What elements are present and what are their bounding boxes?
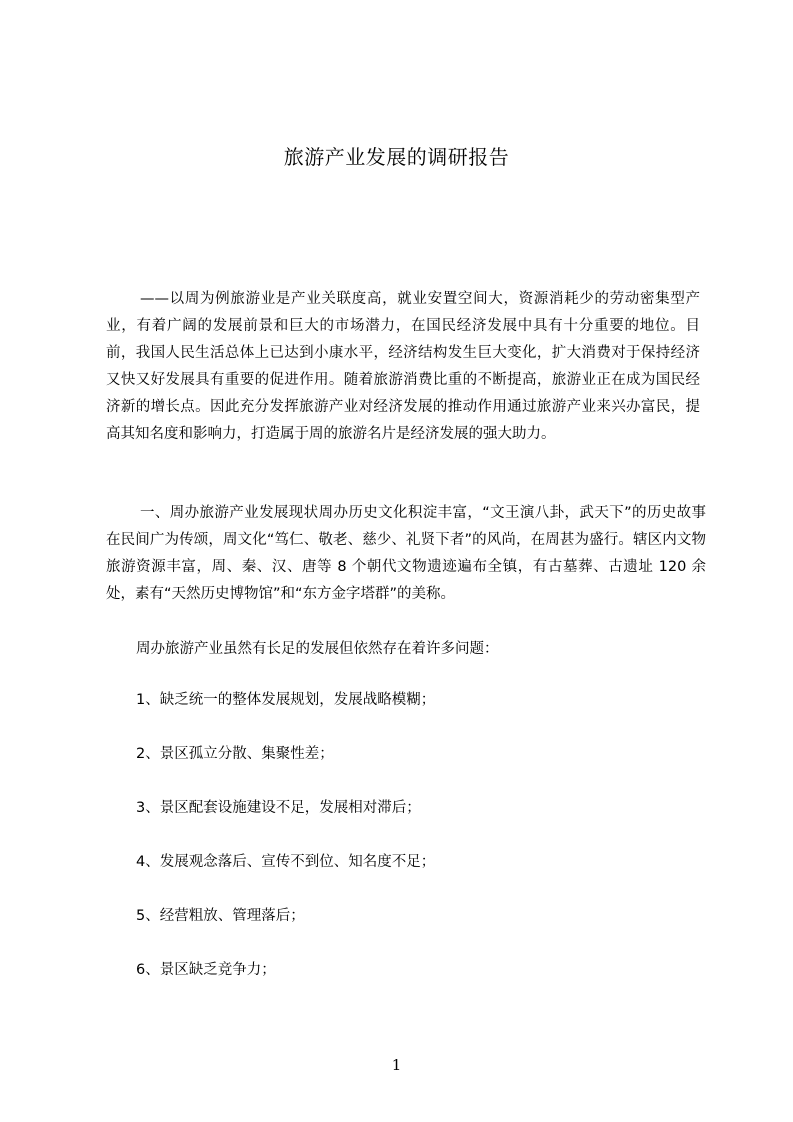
problems-lead: 周办旅游产业虽然有长足的发展但依然存在着许多问题：: [136, 641, 499, 657]
page-number: 1: [391, 1056, 402, 1074]
section-1-paragraph: 一、周办旅游产业发展现状周办历史文化积淀丰富，“文王演八卦，武天下”的历史故事在民间广为传颂，周文化“笃仁、敬老、慈少、礼贤下者”的风尚，在周甚为盛行。辖区内文物旅游资源丰富，周、秦、汉、唐等 8 个朝代文物遗迹遍布全镇，有古墓葬、古遗址 120 余处，素有“天然历史博物馆”和“东方金字塔群”的美称。: [106, 505, 706, 602]
list-item: 6、景区缺乏竞争力；: [136, 962, 276, 978]
list-item: 2、景区孤立分散、集聚性差；: [136, 746, 334, 762]
list-item: 1、缺乏统一的整体发展规划，发展战略模糊；: [136, 692, 436, 708]
list-item: 4、发展观念落后、宣传不到位、知名度不足；: [136, 854, 436, 870]
intro-paragraph: ——以周为例旅游业是产业关联度高，就业安置空间大，资源消耗少的劳动密集型产业，有着广阔的发展前景和巨大的市场潜力，在国民经济发展中具有十分重要的地位。目前，我国人民生活总体上已达到小康水平，经济结构发生巨大变化，扩大消费对于保持经济又快又好发展具有重要的促进作用。随着旅游消费比重的不断提高，旅游业正在成为国民经济新的增长点。因此充分发挥旅游产业对经济发展的推动作用通过旅游产业来兴办富民，提高其知名度和影响力，打造属于周的旅游名片是经济发展的强大助力。: [106, 291, 700, 442]
list-item: 3、景区配套设施建设不足，发展相对滞后；: [136, 800, 421, 816]
document-title: 旅游产业发展的调研报告: [283, 145, 510, 169]
list-item: 5、经营粗放、管理落后；: [136, 908, 305, 924]
problems-list: [136, 687, 696, 1011]
